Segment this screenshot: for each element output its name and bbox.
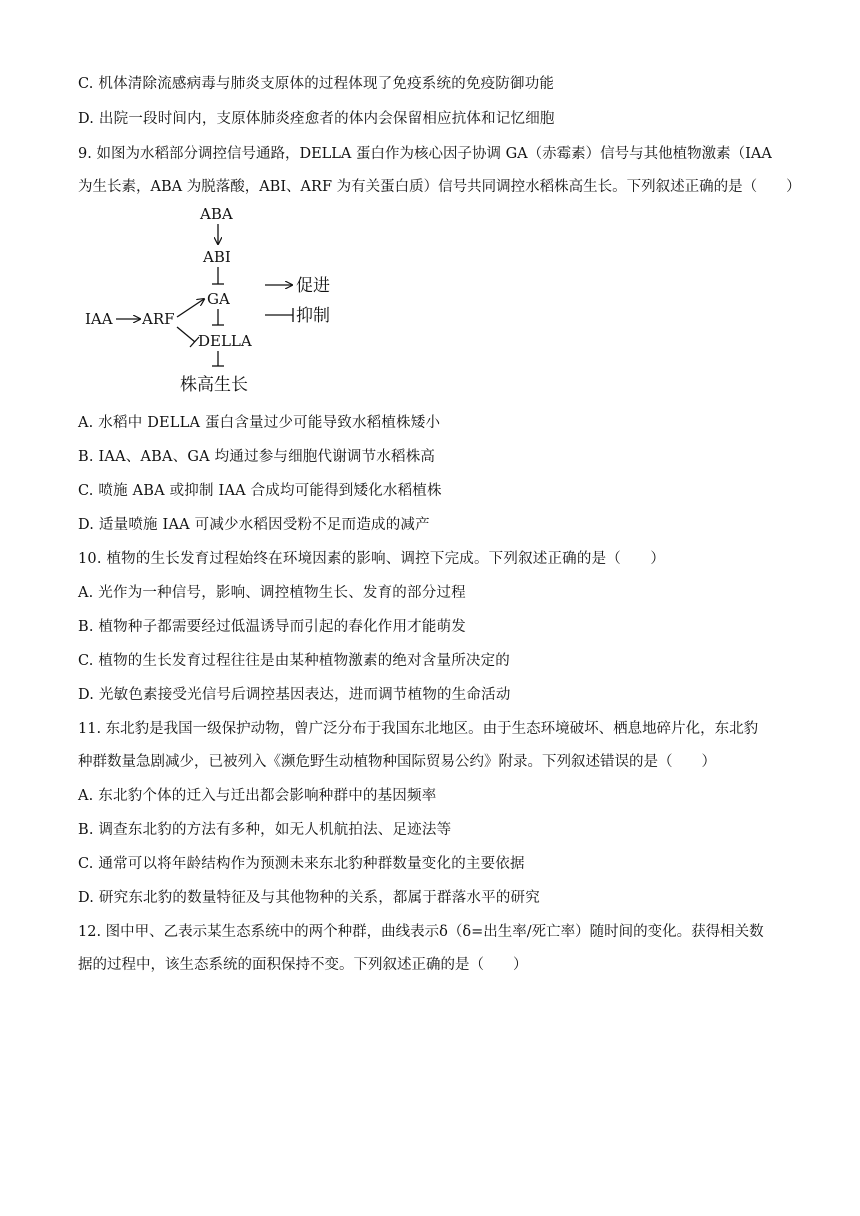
node-aba: ABA — [200, 205, 233, 223]
option-8c: C. 机体清除流感病毒与肺炎支原体的过程体现了免疫系统的免疫防御功能 — [78, 76, 555, 92]
node-plant-height: 株高生长 — [180, 375, 248, 395]
node-arf: ARF — [142, 310, 175, 328]
question-11-line1: 11. 东北豹是我国一级保护动物，曾广泛分布于我国东北地区。由于生态环境破坏、栖息地碎片化，东北豹 — [78, 721, 759, 737]
question-9-line2: 为生长素，ABA 为脱落酸，ABI、ARF 为有关蛋白质）信号共同调控水稻株高生长。下列叙述正确的是（ ） — [78, 179, 801, 195]
option-10a: A. 光作为一种信号，影响、调控植物生长、发育的部分过程 — [78, 585, 466, 601]
option-9a: A. 水稻中 DELLA 蛋白含量过少可能导致水稻植株矮小 — [78, 415, 441, 431]
question-11-line2: 种群数量急剧减少，已被列入《濒危野生动植物种国际贸易公约》附录。下列叙述错误的是（ ） — [78, 754, 716, 770]
option-10b: B. 植物种子都需要经过低温诱导而引起的春化作用才能萌发 — [78, 619, 466, 635]
legend-inhibit-label: 抑制 — [296, 306, 330, 326]
option-10c: C. 植物的生长发育过程往往是由某种植物激素的绝对含量所决定的 — [78, 653, 510, 669]
option-10d: D. 光敏色素接受光信号后调控基因表达，进而调节植物的生命活动 — [78, 687, 511, 703]
inhibit-arf-della — [177, 327, 195, 342]
signal-pathway-diagram — [80, 200, 360, 400]
option-11c: C. 通常可以将年龄结构作为预测未来东北豹种群数量变化的主要依据 — [78, 856, 525, 872]
option-11a: A. 东北豹个体的迁入与迁出都会影响种群中的基因频率 — [78, 788, 437, 804]
arrow-arf-ga — [177, 299, 204, 317]
option-9b: B. IAA、ABA、GA 均通过参与细胞代谢调节水稻株高 — [78, 449, 436, 465]
option-11d: D. 研究东北豹的数量特征及与其他物种的关系，都属于群落水平的研究 — [78, 890, 540, 906]
node-ga: GA — [207, 290, 230, 308]
option-11b: B. 调查东北豹的方法有多种，如无人机航拍法、足迹法等 — [78, 822, 452, 838]
node-iaa: IAA — [85, 310, 113, 328]
node-della: DELLA — [198, 332, 252, 350]
option-9c: C. 喷施 ABA 或抑制 IAA 合成均可能得到矮化水稻植株 — [78, 483, 442, 499]
node-abi: ABI — [203, 248, 231, 266]
legend-promote-label: 促进 — [296, 276, 330, 296]
question-12-line1: 12. 图中甲、乙表示某生态系统中的两个种群，曲线表示δ（δ=出生率/死亡率）随时间的变化。获得相关数 — [78, 924, 764, 940]
question-10: 10. 植物的生长发育过程始终在环境因素的影响、调控下完成。下列叙述正确的是（ ） — [78, 551, 666, 567]
question-9-line1: 9. 如图为水稻部分调控信号通路，DELLA 蛋白作为核心因子协调 GA（赤霉素）信号与其他植物激素（IAA — [78, 146, 772, 162]
question-12-line2: 据的过程中，该生态系统的面积保持不变。下列叙述正确的是（ ） — [78, 957, 528, 973]
option-8d: D. 出院一段时间内，支原体肺炎痊愈者的体内会保留相应抗体和记忆细胞 — [78, 111, 555, 127]
option-9d: D. 适量喷施 IAA 可减少水稻因受粉不足而造成的减产 — [78, 517, 430, 533]
